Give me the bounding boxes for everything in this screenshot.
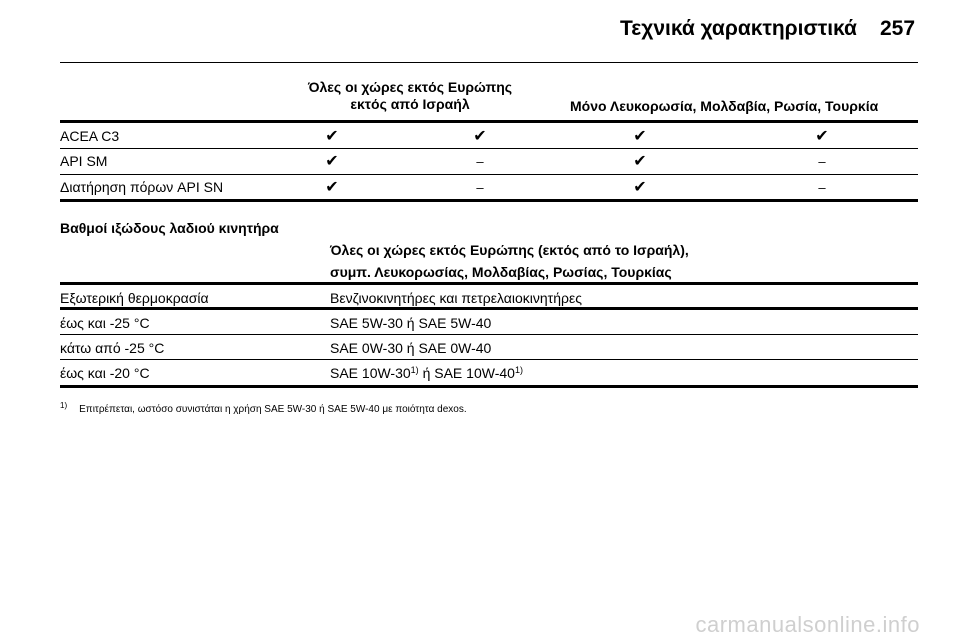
row-label: Διατήρηση πόρων API SN [60,179,224,195]
table1-col-heading-1 [300,79,520,113]
table1-top-rule [60,120,918,123]
table1-col-heading-1-line2: εκτός από Ισραήλ [350,96,470,112]
check-icon: ✔ [633,179,647,196]
cell-viscosity [330,365,523,381]
check-icon: ✔ [325,128,339,145]
cell-viscosity: Βενζινοκινητήρες και πετρελαιοκινητήρες [330,290,582,306]
table2-col-heading [330,239,689,283]
table2-col-heading-line2: συμπ. Λευκορωσίας, Μολδαβίας, Ρωσίας, Τουρκίας [330,264,672,280]
dash-icon: – [476,154,484,169]
page-title: Τεχνικά χαρακτηριστικά [620,17,857,40]
page-number: 257 [880,17,916,40]
footnote-ref: 1) [410,365,419,375]
footnote-marker: 1) [60,401,68,410]
viscosity-part1: SAE 10W-30 [330,365,411,381]
footnote-text: Επιτρέπεται, ωστόσο συνιστάται η χρήση SAE 5W-30 ή SAE 5W-40 με ποιότητα dexos. [79,404,467,415]
header-divider [60,62,918,63]
table1-col-heading-1-line1: Όλες οι χώρες εκτός Ευρώπης [307,79,513,95]
section-title: Βαθμοί ιξώδους λαδιού κινητήρα [60,220,279,236]
footnote [60,401,467,415]
check-icon: ✔ [325,153,339,170]
table-row [60,310,918,336]
table-row [60,124,918,150]
row-label: ACEA C3 [60,128,120,144]
row-label: API SM [60,153,108,169]
cell-temperature: κάτω από -25 °C [60,340,165,356]
cell-temperature: έως και -25 °C [60,315,150,331]
viscosity-part2: ή SAE 10W-40 [418,365,515,381]
table-row [60,335,918,361]
table-row [60,360,918,386]
check-icon: ✔ [815,128,829,145]
check-icon: ✔ [633,128,647,145]
check-icon: ✔ [325,179,339,196]
table-row [60,149,918,175]
dash-icon: – [818,154,826,169]
check-icon: ✔ [473,128,487,145]
table1-col-heading-2: Μόνο Λευκορωσία, Μολδαβία, Ρωσία, Τουρκία [570,98,879,114]
table1-bottom-rule [60,199,918,202]
footnote-ref: 1) [514,365,523,375]
watermark: carmanualsonline.info [695,612,920,637]
table2-bottom-rule [60,385,918,388]
dash-icon: – [818,180,826,195]
table2-col-heading-line1: Όλες οι χώρες εκτός Ευρώπης (εκτός από το Ισραήλ), [330,242,689,258]
cell-viscosity: SAE 0W-30 ή SAE 0W-40 [330,340,492,356]
table-row [60,175,918,201]
check-icon: ✔ [633,153,647,170]
cell-viscosity: SAE 5W-30 ή SAE 5W-40 [330,315,492,331]
cell-temperature: έως και -20 °C [60,365,150,381]
dash-icon: – [476,180,484,195]
cell-temperature: Εξωτερική θερμοκρασία [60,290,209,306]
